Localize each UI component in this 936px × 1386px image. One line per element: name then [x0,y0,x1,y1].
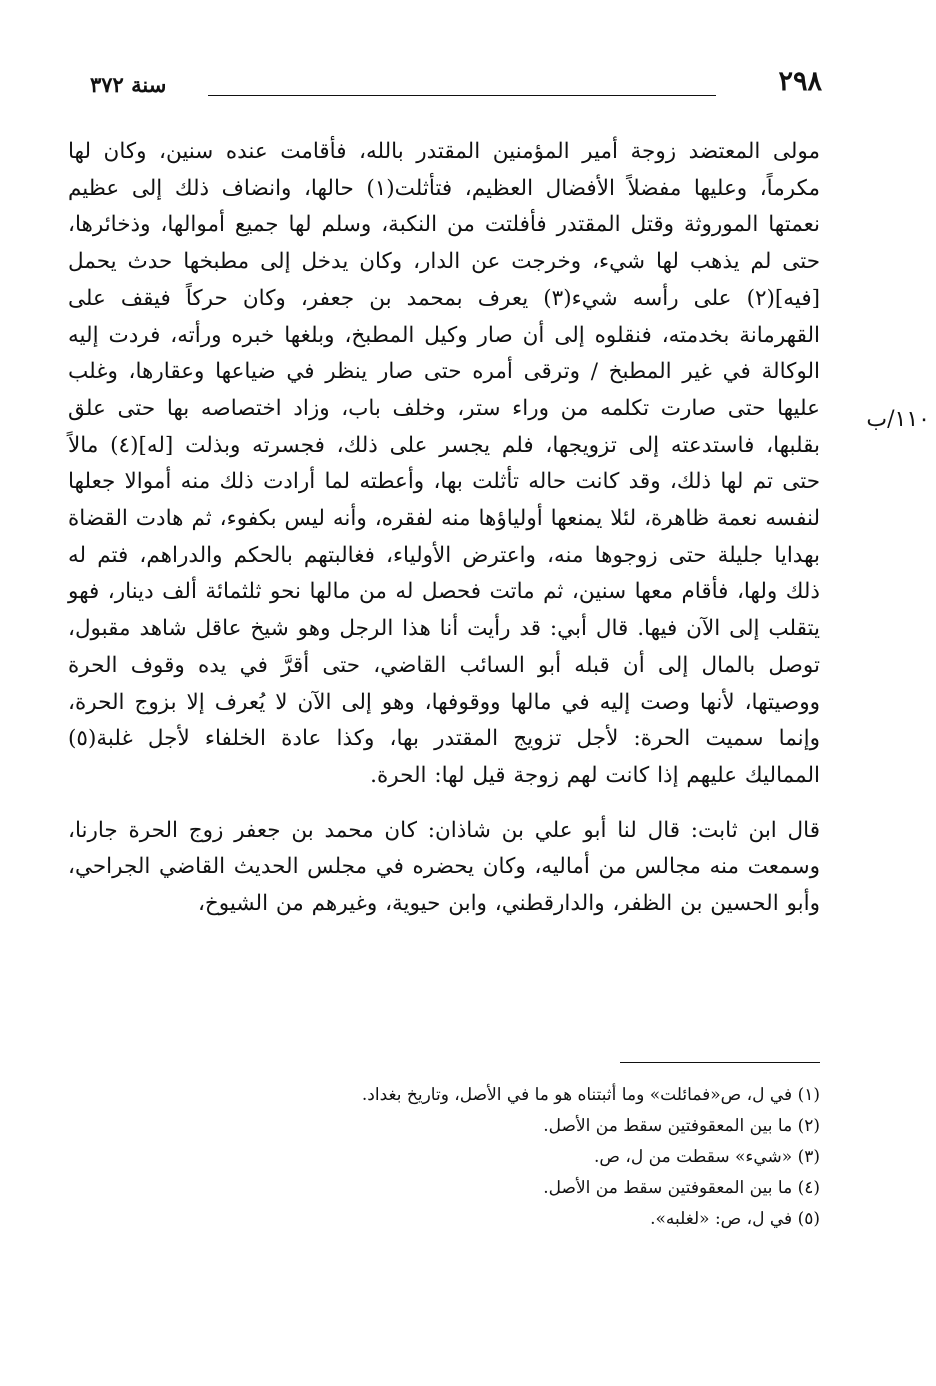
footnote-item: (٣) «شيء» سقطت من ل، ص. [594,1147,820,1167]
main-text [68,134,820,923]
footnote-item: (٥) في ل، ص: «لغلبه». [650,1209,820,1229]
header-rule [208,95,716,96]
running-head-year: سنة ٣٧٢ [90,72,167,97]
manuscript-folio-note: ١١٠/ب [866,407,930,432]
footnote-item: (٤) ما بين المعقوفتين سقط من الأصل. [543,1178,820,1198]
paragraph: قال ابن ثابت: قال لنا أبو علي بن شاذان: كان محمد بن جعفر زوج الحرة جارنا، وسمعت منه مجالس من أماليه، وكان يحضره في مجلس الحديث القاضي الجراحي، وأبو الحسين بن الظفر، والدارقطني، وابن حيوية، وغيرهم من الشيوخ، [68,817,820,917]
footnotes [240,1080,820,1235]
paragraph: مولى المعتضد زوجة أمير المؤمنين المقتدر بالله، فأقامت عنده سنين، وكان لها مكرماً، وعليها مفضلاً الأفضال العظيم، فتأثلت(١) حالها، وانضاف ذلك إلى عظيم نعمتها الموروثة وقتل المقتدر فأفلتت من النكبة، وسلم لها جميع أموالها، وذخائرها، حتى لم يذهب لها شيء، وخرجت عن الدار، وكان يدخل إلى مطبخها حدث يحمل [فيه](٢) على رأسه شيء(٣) يعرف بمحمد بن جعفر، وكان حركاً فيقف على القهرمانة بخدمته، فنقلوه إلى أن صار وكيل المطبخ، وبلغها خبره ورأته، فردت إليه الوكالة في غير المطبخ / وترقى أمره حتى صار ينظر في ضياعها وعقارها، وغلب عليها حتى صارت تكلمه من وراء ستر، وخلف باب، وزاد اختصاصه بها حتى علق بقلبها، فاستدعته إلى تزويجها، فلم يجسر على ذلك، فجسرته وبذلت [له](٤) مالاً حتى تم لها ذلك، وقد كانت حاله تأثلت بها، وأعطته لما أرادت ذلك منه أموالا جعلها لنفسه نعمة ظاهرة، لئلا يمنعها أولياؤها منه لفقره، وأنه ليس بكفوء، ثم هادت القضاة بهدايا جليلة حتى زوجوها منه، واعترض الأولياء، فغالبتهم بالحكم والدراهم، فتم له ذلك ولها، فأقام معها سنين، ثم ماتت فحصل له من مالها نحو ثلثمائة ألف دينار، فهو يتقلب إلى الآن فيها. قال أبي: قد رأيت أنا هذا الرجل وهو شيخ عاقل شاهد مقبول، توصل بالمال إلى أن قبله أبو السائب القاضي، حتى أقرَّ في يده وقوف الحرة ووصيتها، لأنها وصت إليه في مالها ووقوفها، وهو إلى الآن لا يُعرف إلا بزوج الحرة، وإنما سميت الحرة: لأجل تزويج المقتدر بها، وكذا عادة الخلفاء لأجل غلبة(٥) المماليك عليهم إذا كانت لهم زوجة قيل لها: الحرة. [68,139,820,788]
page-header [90,58,822,108]
page-number: ٢٩٨ [778,66,822,97]
footnote-item: (٢) ما بين المعقوفتين سقط من الأصل. [543,1116,820,1136]
footnote-item: (١) في ل، ص«فمائلت» وما أثبتناه هو ما في الأصل، وتاريخ بغداد. [361,1085,820,1105]
footnote-rule [620,1062,820,1063]
